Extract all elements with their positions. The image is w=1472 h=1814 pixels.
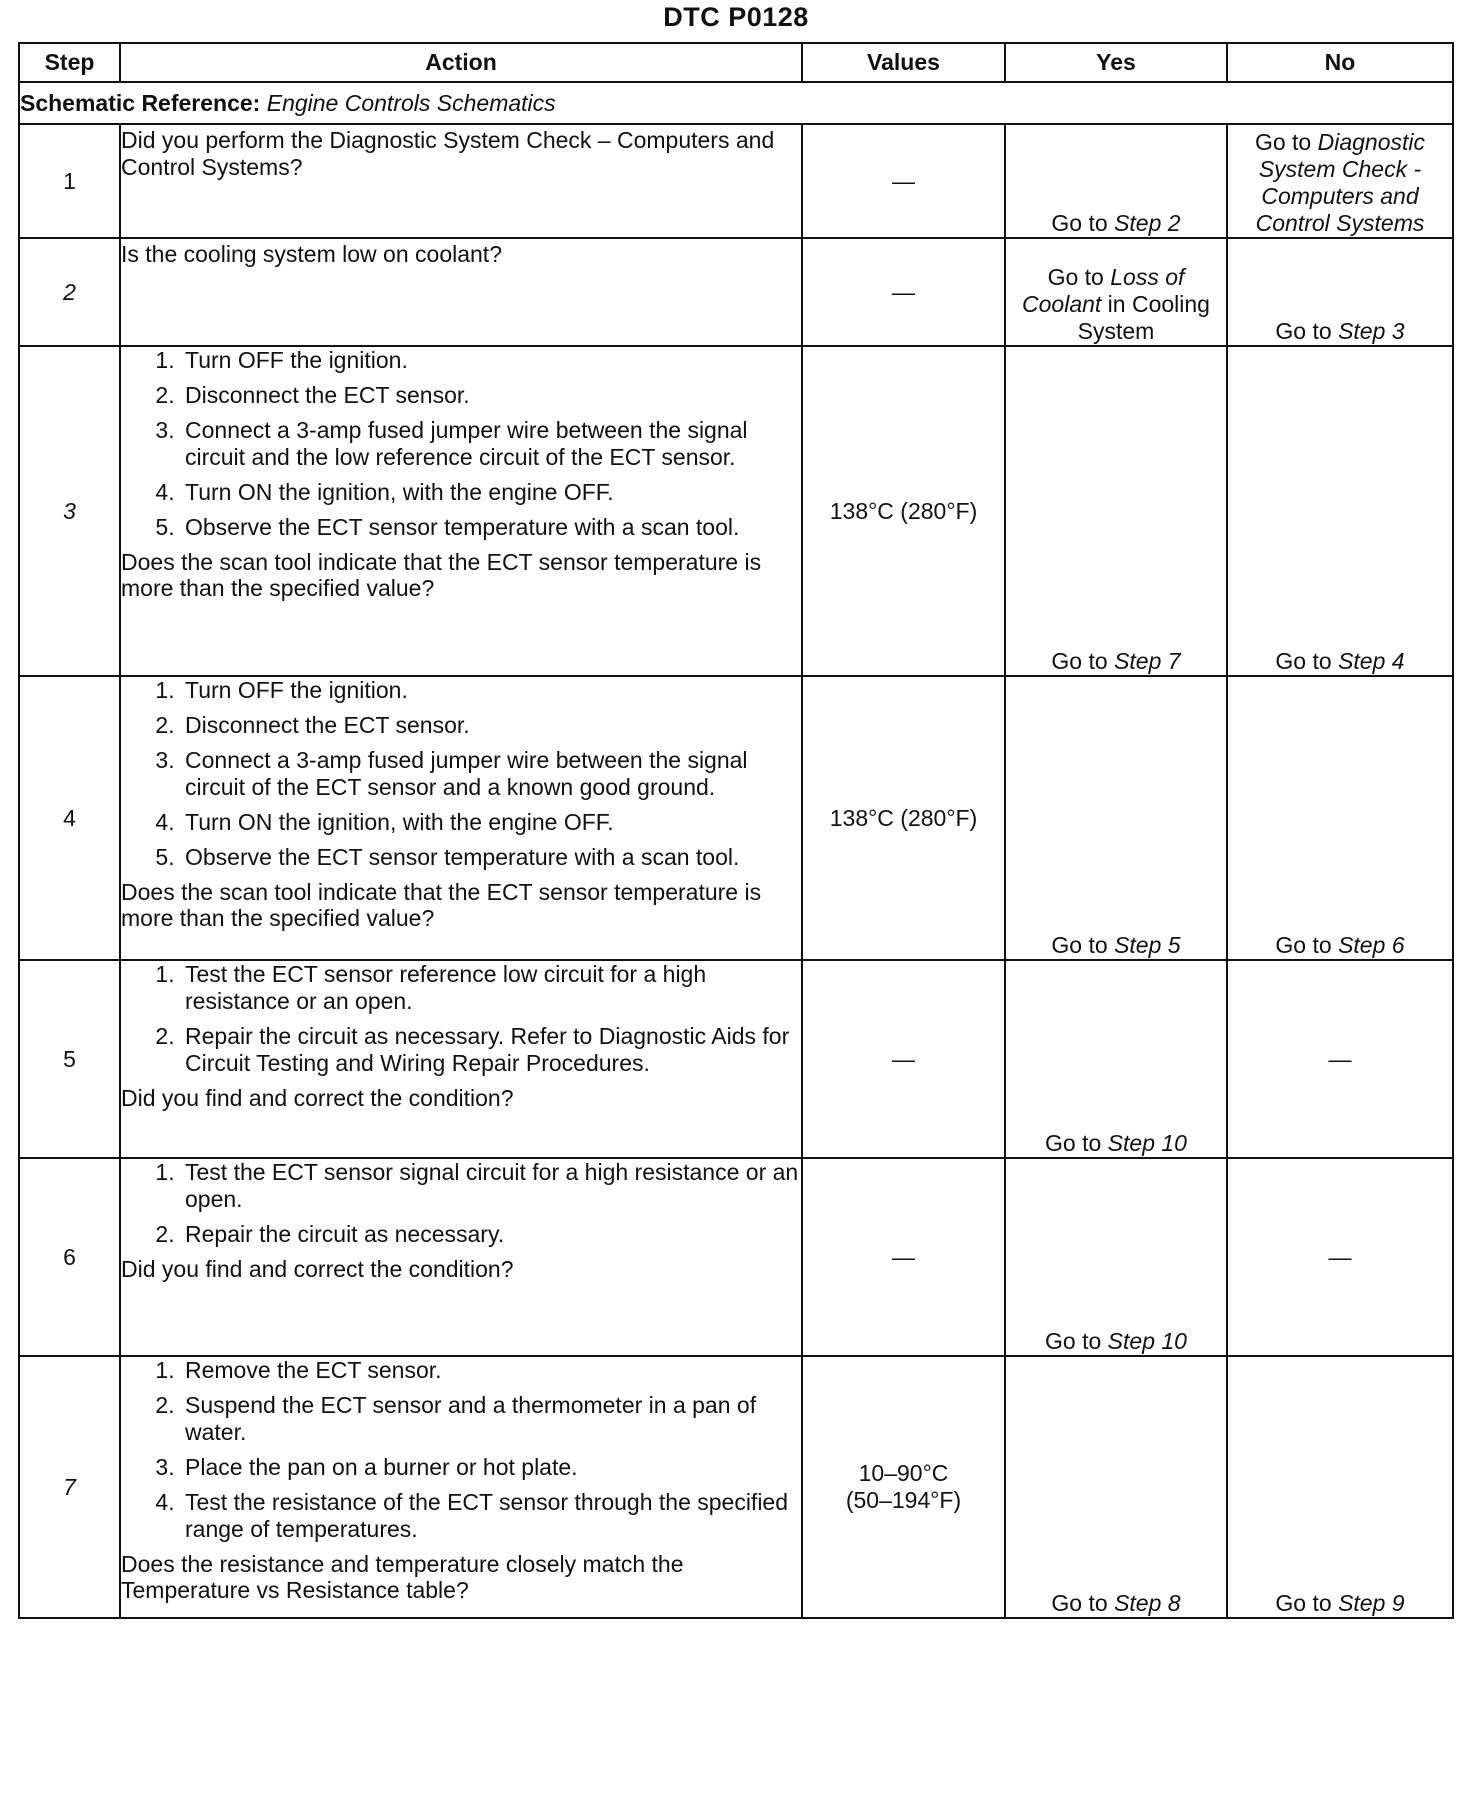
- procedure-item: 2. Repair the circuit as necessary. Refer to Diagnostic Aids for Circuit Testing and Wiring Repair Procedures.: [181, 1023, 801, 1077]
- yes-cell: [1005, 124, 1227, 238]
- action-cell: [120, 676, 802, 960]
- table-row: [19, 676, 1453, 960]
- step-number: 7: [19, 1356, 120, 1618]
- procedure-item: 2. Suspend the ECT sensor and a thermometer in a pan of water.: [181, 1392, 801, 1446]
- value-cell: —: [802, 960, 1005, 1158]
- yes-link[interactable]: Step 7: [1114, 648, 1181, 674]
- table-row: [19, 960, 1453, 1158]
- yes-prefix: Go to: [1051, 932, 1115, 958]
- no-link[interactable]: Diagnostic System Check - Computers and Control Systems: [1255, 129, 1426, 236]
- question-text: Does the resistance and temperature closely match the Temperature vs Resistance table?: [121, 1551, 684, 1603]
- no-cell: [1227, 676, 1453, 960]
- value-cell: 138°C (280°F): [802, 676, 1005, 960]
- procedure-item: 1. Turn OFF the ignition.: [181, 347, 801, 374]
- action-cell: [120, 1158, 802, 1356]
- yes-cell: [1005, 676, 1227, 960]
- yes-link[interactable]: Step 2: [1114, 210, 1181, 236]
- step-number: 2: [19, 238, 120, 346]
- value-cell: 138°C (280°F): [802, 346, 1005, 676]
- yes-prefix: Go to: [1045, 1130, 1108, 1156]
- no-link[interactable]: Step 9: [1338, 1590, 1405, 1616]
- action-cell: [120, 346, 802, 676]
- page-title: DTC P0128: [663, 2, 809, 32]
- table-row: [19, 1158, 1453, 1356]
- yes-link[interactable]: Step 10: [1107, 1130, 1187, 1156]
- step-number: 5: [19, 960, 120, 1158]
- procedure-list: [121, 677, 801, 871]
- yes-link[interactable]: Step 8: [1114, 1590, 1181, 1616]
- procedure-item: 2. Disconnect the ECT sensor.: [181, 712, 801, 739]
- yes-link[interactable]: Loss of Coolant: [1022, 264, 1185, 317]
- procedure-item: 3. Connect a 3-amp fused jumper wire between the signal circuit of the ECT sensor and a known good ground.: [181, 747, 801, 801]
- step-number: 4: [19, 676, 120, 960]
- action-text: Is the cooling system low on coolant?: [121, 241, 502, 267]
- value-cell: —: [802, 1158, 1005, 1356]
- column-header-no: No: [1227, 43, 1453, 82]
- yes-prefix: Go to: [1051, 1590, 1115, 1616]
- column-header-step: Step: [19, 43, 120, 82]
- yes-cell: [1005, 1356, 1227, 1618]
- procedure-item: 2. Repair the circuit as necessary.: [181, 1221, 801, 1248]
- procedure-list: [121, 347, 801, 541]
- yes-prefix: Go to: [1051, 210, 1115, 236]
- procedure-item: 4. Turn ON the ignition, with the engine OFF.: [181, 479, 801, 506]
- question-text: Does the scan tool indicate that the ECT sensor temperature is more than the specified value?: [121, 879, 762, 931]
- procedure-item: 1. Remove the ECT sensor.: [181, 1357, 801, 1384]
- procedure-item: 5. Observe the ECT sensor temperature with a scan tool.: [181, 844, 801, 871]
- schematic-reference-row: [19, 82, 1453, 124]
- step-number: 3: [19, 346, 120, 676]
- no-prefix: Go to: [1275, 648, 1339, 674]
- yes-prefix: Go to: [1051, 648, 1115, 674]
- action-text: Did you perform the Diagnostic System Check – Computers and Control Systems?: [121, 127, 775, 180]
- action-cell: [120, 238, 802, 346]
- question-text: Did you find and correct the condition?: [121, 1256, 514, 1282]
- schematic-reference-label: Schematic Reference:: [20, 89, 261, 116]
- no-cell: —: [1227, 1158, 1453, 1356]
- diagnostic-table: [18, 42, 1454, 1619]
- column-header-values: Values: [802, 43, 1005, 82]
- no-prefix: Go to: [1275, 932, 1339, 958]
- no-cell: —: [1227, 960, 1453, 1158]
- table-row: [19, 124, 1453, 238]
- procedure-item: 1. Test the ECT sensor signal circuit for a high resistance or an open.: [181, 1159, 801, 1213]
- no-cell: [1227, 238, 1453, 346]
- question-text: Did you find and correct the condition?: [121, 1085, 514, 1111]
- yes-cell: [1005, 346, 1227, 676]
- value-cell: [802, 1356, 1005, 1618]
- table-row: [19, 1356, 1453, 1618]
- yes-link[interactable]: Step 5: [1114, 932, 1181, 958]
- yes-cell: [1005, 238, 1227, 346]
- no-link[interactable]: Step 6: [1338, 932, 1405, 958]
- yes-cell: [1005, 960, 1227, 1158]
- procedure-item: 4. Turn ON the ignition, with the engine OFF.: [181, 809, 801, 836]
- no-prefix: Go to: [1254, 129, 1318, 155]
- action-cell: [120, 960, 802, 1158]
- procedure-item: 4. Test the resistance of the ECT sensor through the specified range of temperatures.: [181, 1489, 801, 1543]
- yes-cell: [1005, 1158, 1227, 1356]
- no-cell: [1227, 346, 1453, 676]
- procedure-item: 2. Disconnect the ECT sensor.: [181, 382, 801, 409]
- column-header-yes: Yes: [1005, 43, 1227, 82]
- no-link[interactable]: Step 4: [1338, 648, 1405, 674]
- header-row: [19, 43, 1453, 82]
- procedure-item: 1. Turn OFF the ignition.: [181, 677, 801, 704]
- schematic-reference: [19, 82, 1453, 124]
- yes-prefix: Go to: [1047, 264, 1111, 290]
- step-number: 6: [19, 1158, 120, 1356]
- table-row: [19, 238, 1453, 346]
- yes-prefix: Go to: [1045, 1328, 1108, 1354]
- no-cell: [1227, 1356, 1453, 1618]
- column-header-action: Action: [120, 43, 802, 82]
- no-link[interactable]: Step 3: [1338, 318, 1405, 344]
- procedure-list: [121, 1159, 801, 1248]
- table-row: [19, 346, 1453, 676]
- no-prefix: Go to: [1275, 318, 1339, 344]
- value-line: (50–194°F): [845, 1487, 962, 1513]
- value-cell: —: [802, 124, 1005, 238]
- question-text: Does the scan tool indicate that the ECT sensor temperature is more than the specified value?: [121, 549, 762, 601]
- yes-suffix: in Cooling System: [1077, 291, 1210, 344]
- schematic-reference-link[interactable]: Engine Controls Schematics: [266, 89, 556, 116]
- procedure-item: 1. Test the ECT sensor reference low circuit for a high resistance or an open.: [181, 961, 801, 1015]
- procedure-list: [121, 1357, 801, 1543]
- action-cell: [120, 1356, 802, 1618]
- procedure-list: [121, 961, 801, 1077]
- procedure-item: 3. Place the pan on a burner or hot plate.: [181, 1454, 801, 1481]
- value-line: 10–90°C: [858, 1460, 949, 1486]
- procedure-item: 3. Connect a 3-amp fused jumper wire between the signal circuit and the low reference circuit of the ECT sensor.: [181, 417, 801, 471]
- yes-link[interactable]: Step 10: [1107, 1328, 1187, 1354]
- value-cell: —: [802, 238, 1005, 346]
- no-cell: [1227, 124, 1453, 238]
- procedure-item: 5. Observe the ECT sensor temperature with a scan tool.: [181, 514, 801, 541]
- step-number: 1: [19, 124, 120, 238]
- no-prefix: Go to: [1275, 1590, 1339, 1616]
- action-cell: [120, 124, 802, 238]
